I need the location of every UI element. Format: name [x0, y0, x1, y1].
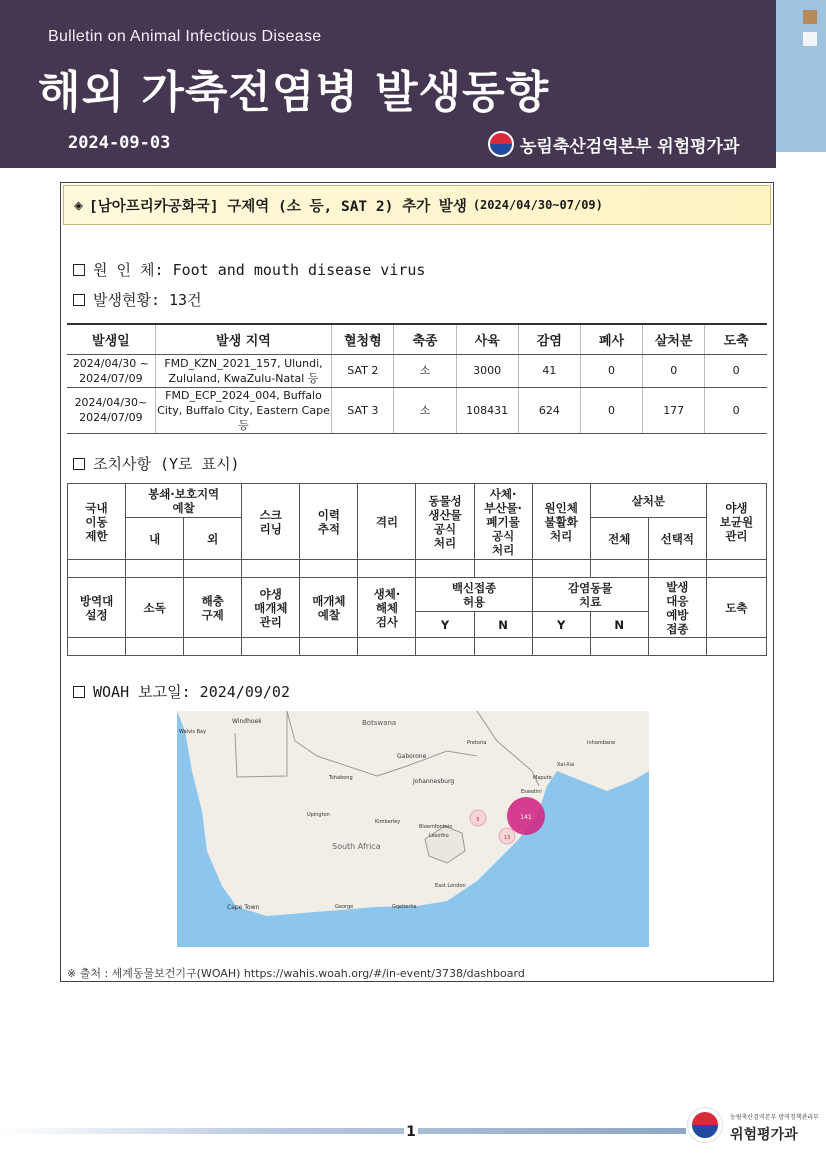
col-header: 혈청형 [332, 324, 394, 354]
map-label: South Africa [332, 842, 381, 851]
cell-date: 2024/04/30 ~ 2024/07/09 [67, 354, 155, 387]
cluster-count: 141 [520, 814, 532, 821]
cases-text: 발생현황: 13건 [93, 291, 202, 309]
pathogen-line [73, 259, 425, 280]
cell-serotype: SAT 2 [332, 354, 394, 387]
measures-value-row [68, 560, 767, 578]
map-label: Upington [307, 812, 330, 818]
cell-traceability: 이력 추적 [300, 484, 358, 560]
cell-culled: 0 [643, 354, 705, 387]
map-svg [177, 711, 649, 947]
section-title: [남아프리카공화국] 구제역 (소 등, SAT 2) 추가 발생 [89, 198, 467, 215]
footer-org-small: 농림축산검역본부 방역정책관리부 [730, 1114, 819, 1121]
cluster-count: 13 [503, 835, 511, 841]
footer-org: 위험평가과 [730, 1127, 798, 1143]
section-title-bar [63, 185, 771, 225]
cell-zone-out: 외 [184, 518, 242, 560]
cell-zone-in: 내 [126, 518, 184, 560]
cell-y: Y [416, 612, 474, 638]
cell-wild-vector: 야생 매개체 관리 [242, 578, 300, 638]
header-subtitle: Bulletin on Animal Infectious Disease [48, 28, 322, 45]
map-label: Maputo [533, 775, 552, 781]
page-title: 해외 가축전염병 발생동향 [38, 67, 550, 118]
cell-slaughter: 도축 [706, 578, 766, 638]
map-label: Inhambane [587, 740, 616, 746]
measures-line [73, 453, 240, 474]
map-label: Tshabong [329, 775, 353, 781]
checkbox-square-icon [73, 264, 85, 276]
section-dates: (2024/04/30~07/09) [472, 198, 603, 212]
map-label: Johannesburg [413, 778, 455, 785]
header-decor-square [803, 10, 817, 24]
cell-n: N [590, 612, 648, 638]
cell-animal-products: 동물성 생산물 공식 처리 [416, 484, 474, 560]
cell-species: 소 [394, 387, 456, 433]
map-label: George [335, 904, 354, 910]
map-label: Botswana [362, 719, 397, 727]
measures-row [68, 484, 767, 518]
cell-susceptible: 108431 [456, 387, 518, 433]
cell-cull-selective: 선택적 [648, 518, 706, 560]
cell-serotype: SAT 3 [332, 387, 394, 433]
checkbox-square-icon [73, 294, 85, 306]
map-label: Walvis Bay [179, 729, 207, 735]
map-label: Cape Town [227, 904, 260, 911]
cell-cull-all: 전체 [590, 518, 648, 560]
map-label: Gaborone [397, 753, 427, 760]
checkbox-square-icon [73, 458, 85, 470]
cell-n: N [474, 612, 532, 638]
cluster-count: 5 [476, 817, 480, 823]
col-header: 감염 [518, 324, 580, 354]
header-decor-square [803, 32, 817, 46]
cell-screening: 스크 리닝 [242, 484, 300, 560]
cell-slaughtered: 0 [705, 354, 767, 387]
diamond-bullet-icon: ◈ [74, 196, 84, 214]
cell-stamping-out: 살처분 [590, 484, 706, 518]
taegeuk-logo-icon [688, 1108, 722, 1142]
org-name: 농림축산검역본부 위험평가과 [520, 136, 740, 157]
cell-cases: 41 [518, 354, 580, 387]
col-header: 발생일 [67, 324, 155, 354]
pathogen-text: 원 인 체: Foot and mouth disease virus [93, 261, 426, 279]
map-label: Eswatini [521, 789, 542, 795]
table-header-row [67, 324, 767, 354]
org-block [488, 131, 739, 157]
cell-pest-control: 해충 구제 [184, 578, 242, 638]
cell-movement-restriction: 국내 이동 제한 [68, 484, 126, 560]
cell-disinfection: 소독 [126, 578, 184, 638]
cell-carcass-disposal: 사체· 부산물· 폐기물 공식 처리 [474, 484, 532, 560]
header-side-bar [776, 0, 826, 152]
col-header: 살처분 [643, 324, 705, 354]
cell-slaughtered: 0 [705, 387, 767, 433]
measures-title: 조치사항 (Y로 표시) [93, 455, 240, 473]
woah-report-date: WOAH 보고일: 2024/09/02 [93, 683, 290, 701]
col-header: 도축 [705, 324, 767, 354]
cell-zone-surveillance: 봉쇄·보호지역 예찰 [126, 484, 242, 518]
measures-table [67, 483, 767, 656]
cell-quarantine: 격리 [358, 484, 416, 560]
map-label: East London [435, 883, 466, 889]
col-header: 사육 [456, 324, 518, 354]
cell-culled: 177 [643, 387, 705, 433]
map-label: Xai-Xai [557, 762, 575, 768]
cell-date: 2024/04/30~ 2024/07/09 [67, 387, 155, 433]
measures-row [68, 578, 767, 612]
cell-deaths: 0 [580, 354, 642, 387]
col-header: 축종 [394, 324, 456, 354]
map-label: Windhoek [232, 718, 262, 725]
cell-ante-post-mortem: 생체· 해체 검사 [358, 578, 416, 638]
cell-region: FMD_ECP_2024_004, Buffalo City, Buffalo City, Eastern Cape 등 [157, 388, 330, 432]
col-header: 발생 지역 [155, 324, 332, 354]
cell-wildlife-reservoir: 야생 보균원 관리 [706, 484, 766, 560]
map-label: Bloemfontein [419, 824, 453, 830]
map-label: Gqeberha [392, 904, 417, 910]
cell-zoning: 방역대 설정 [68, 578, 126, 638]
map-label: Kimberley [375, 819, 401, 825]
cell-vaccination: 백신접종 허용 [416, 578, 532, 612]
table-row [67, 387, 767, 433]
measures-value-row [68, 638, 767, 656]
cell-vector-surveillance: 매개체 예찰 [300, 578, 358, 638]
checkbox-square-icon [73, 686, 85, 698]
map-label: Lesotho [429, 833, 449, 839]
cell-region: FMD_KZN_2021_157, Ulundi, Zululand, KwaZulu-Natal 등 [155, 354, 332, 387]
outbreak-map [177, 711, 649, 947]
cell-deaths: 0 [580, 387, 642, 433]
source-note: ※ 출처 : 세계동물보건기구(WOAH) https://wahis.woah.org/#/in-event/3738/dashboard [67, 967, 525, 980]
map-label: Pretoria [467, 740, 487, 746]
outbreak-table [67, 323, 767, 434]
cell-inactivation: 원인체 불활화 처리 [532, 484, 590, 560]
cell-emergency-vaccination: 발생 대응 예방 접종 [648, 578, 706, 638]
woah-line [73, 681, 290, 702]
cases-line [73, 289, 202, 310]
cell-cases: 624 [518, 387, 580, 433]
cell-susceptible: 3000 [456, 354, 518, 387]
page-number: 1 [404, 1124, 418, 1140]
cell-y: Y [532, 612, 590, 638]
content-frame [60, 182, 774, 982]
cell-species: 소 [394, 354, 456, 387]
table-row [67, 354, 767, 387]
col-header: 폐사 [580, 324, 642, 354]
taegeuk-logo-icon [488, 131, 514, 157]
bulletin-date: 2024-09-03 [68, 133, 171, 153]
footer-line [0, 1128, 686, 1134]
cell-treatment: 감염동물 치료 [532, 578, 648, 612]
